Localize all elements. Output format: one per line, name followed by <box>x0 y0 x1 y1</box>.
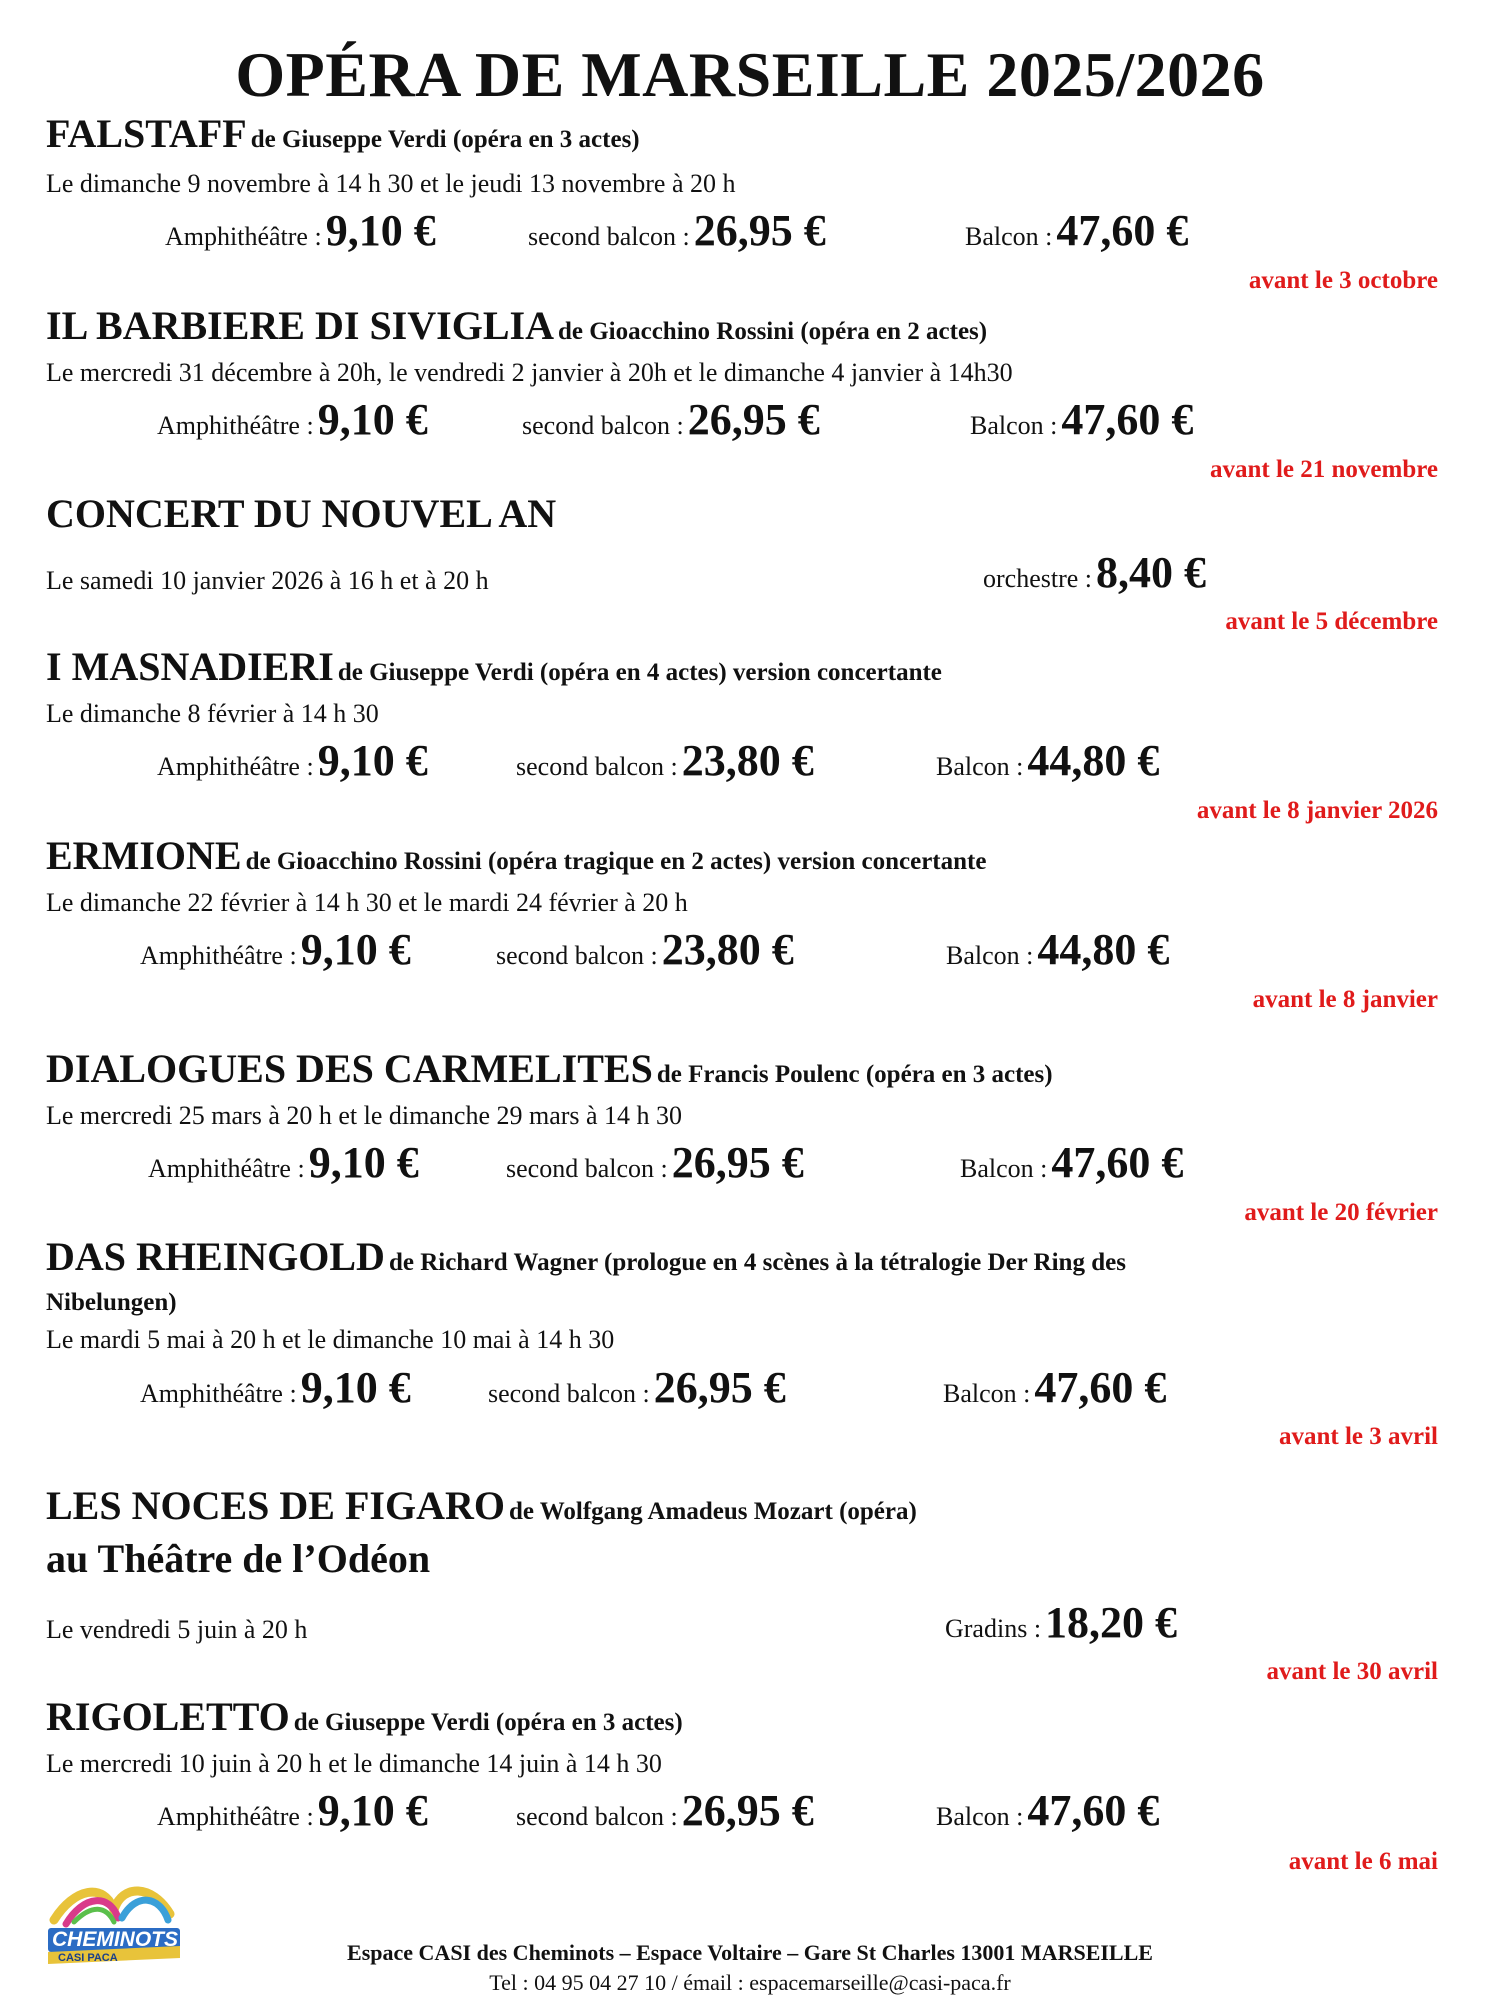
price-second-balcon <box>522 394 820 445</box>
show-subtitle: de Francis Poulenc (opéra en 3 actes) <box>656 1061 1053 1088</box>
price-label: second balcon : <box>528 222 690 251</box>
price-value: 9,10 € <box>317 1786 428 1835</box>
show-barbiere-heading <box>46 302 987 349</box>
price-amphitheatre <box>148 1137 419 1188</box>
show-subtitle: de Giuseppe Verdi (opéra en 4 actes) version concertante <box>337 659 942 686</box>
price-label: second balcon : <box>516 1802 678 1831</box>
page-title: OPÉRA DE MARSEILLE 2025/2026 <box>235 39 1265 110</box>
show-schedule: Le mardi 5 mai à 20 h et le dimanche 10 mai à 14 h 30 <box>46 1325 615 1354</box>
price-label: Balcon : <box>943 1379 1031 1408</box>
price-label: second balcon : <box>488 1379 650 1408</box>
price-value: 9,10 € <box>317 395 428 444</box>
price-label: second balcon : <box>516 752 678 781</box>
price-value: 9,10 € <box>300 1363 411 1412</box>
price-second-balcon <box>516 735 814 786</box>
show-title: FALSTAFF <box>46 111 247 156</box>
price-value: 9,10 € <box>325 206 436 255</box>
booking-deadline: avant le 30 avril <box>1266 1658 1438 1685</box>
logo-subtext: CASI PACA <box>58 1952 118 1964</box>
price-balcon <box>946 924 1169 975</box>
show-schedule: Le mercredi 31 décembre à 20h, le vendredi 2 janvier à 20h et le dimanche 4 janvier à 14h30 <box>46 358 1013 387</box>
price-balcon <box>943 1362 1166 1413</box>
show-schedule: Le mercredi 10 juin à 20 h et le dimanche 14 juin à 14 h 30 <box>46 1749 662 1778</box>
show-falstaff-heading <box>46 110 640 157</box>
show-schedule: Le dimanche 8 février à 14 h 30 <box>46 699 379 728</box>
show-subtitle: de Wolfgang Amadeus Mozart (opéra) <box>508 1498 917 1525</box>
price-label: Gradins : <box>945 1614 1042 1643</box>
show-title: DAS RHEINGOLD <box>46 1234 385 1279</box>
booking-deadline: avant le 20 février <box>1244 1199 1438 1226</box>
booking-deadline: avant le 6 mai <box>1288 1848 1438 1875</box>
show-title: DIALOGUES DES CARMELITES <box>46 1046 653 1091</box>
show-title: IL BARBIERE DI SIVIGLIA <box>46 303 554 348</box>
price-value: 18,20 € <box>1045 1598 1178 1647</box>
price-balcon <box>960 1137 1183 1188</box>
price-label: Balcon : <box>960 1154 1048 1183</box>
price-amphitheatre <box>157 394 428 445</box>
price-amphitheatre <box>165 205 436 256</box>
price-second-balcon <box>516 1785 814 1836</box>
price-label: Amphithéâtre : <box>148 1154 305 1183</box>
show-title: ERMIONE <box>46 833 242 878</box>
price-value: 47,60 € <box>1027 1786 1160 1835</box>
show-subtitle: de Giuseppe Verdi (opéra en 3 actes) <box>250 126 640 153</box>
booking-deadline: avant le 8 janvier <box>1252 986 1438 1013</box>
show-concert-heading <box>46 490 556 537</box>
price-second-balcon <box>496 924 794 975</box>
show-schedule: Le samedi 10 janvier 2026 à 16 h et à 20 h <box>46 566 489 595</box>
logo-text: CHEMINOTS <box>52 1928 178 1951</box>
price-balcon <box>936 735 1159 786</box>
show-title: LES NOCES DE FIGARO <box>46 1483 505 1528</box>
price-label: Amphithéâtre : <box>157 411 314 440</box>
show-subtitle: de Richard Wagner (prologue en 4 scènes à la tétralogie Der Ring des <box>388 1249 1126 1276</box>
footer-address: Espace CASI des Cheminots – Espace Voltaire – Gare St Charles 13001 MARSEILLE <box>347 1940 1153 1965</box>
price-label: Balcon : <box>965 222 1053 251</box>
show-subtitle: de Giuseppe Verdi (opéra en 3 actes) <box>293 1709 683 1736</box>
footer-contact: Tel : 04 95 04 27 10 / émail : espacemarseille@casi-paca.fr <box>489 1970 1011 1995</box>
price-value: 9,10 € <box>308 1138 419 1187</box>
show-subtitle: de Gioacchino Rossini (opéra tragique en 2 actes) version concertante <box>245 848 987 875</box>
booking-deadline: avant le 8 janvier 2026 <box>1196 797 1438 824</box>
price-label: Amphithéâtre : <box>140 941 297 970</box>
price-label: Balcon : <box>946 941 1034 970</box>
show-schedule: Le dimanche 22 février à 14 h 30 et le mardi 24 février à 20 h <box>46 888 688 917</box>
price-value: 47,60 € <box>1051 1138 1184 1187</box>
show-masnadieri-heading <box>46 643 942 690</box>
booking-deadline: avant le 3 octobre <box>1248 267 1438 294</box>
show-schedule: Le dimanche 9 novembre à 14 h 30 et le jeudi 13 novembre à 20 h <box>46 169 736 198</box>
price-amphitheatre <box>140 924 411 975</box>
price-orchestre <box>983 547 1206 598</box>
price-gradins <box>945 1597 1177 1648</box>
price-label: second balcon : <box>496 941 658 970</box>
price-amphitheatre <box>157 1785 428 1836</box>
price-value: 47,60 € <box>1034 1363 1167 1412</box>
price-value: 8,40 € <box>1096 548 1207 597</box>
price-value: 47,60 € <box>1056 206 1189 255</box>
price-value: 26,95 € <box>693 206 826 255</box>
price-value: 44,80 € <box>1037 925 1170 974</box>
price-second-balcon <box>488 1362 786 1413</box>
price-value: 23,80 € <box>681 736 814 785</box>
price-value: 26,95 € <box>671 1138 804 1187</box>
show-subtitle: de Gioacchino Rossini (opéra en 2 actes) <box>557 318 988 345</box>
show-venue: au Théâtre de l’Odéon <box>46 1536 431 1581</box>
price-value: 26,95 € <box>653 1363 786 1412</box>
price-balcon <box>965 205 1188 256</box>
price-label: Amphithéâtre : <box>165 222 322 251</box>
price-label: Balcon : <box>936 1802 1024 1831</box>
show-schedule: Le vendredi 5 juin à 20 h <box>46 1615 308 1644</box>
price-value: 23,80 € <box>661 925 794 974</box>
price-label: orchestre : <box>983 564 1093 593</box>
price-second-balcon <box>528 205 826 256</box>
show-figaro-heading <box>46 1482 917 1529</box>
price-label: Amphithéâtre : <box>157 752 314 781</box>
show-rigoletto-heading <box>46 1693 683 1740</box>
show-rheingold-heading <box>46 1233 1126 1280</box>
price-value: 9,10 € <box>317 736 428 785</box>
price-label: Amphithéâtre : <box>140 1379 297 1408</box>
price-value: 26,95 € <box>681 1786 814 1835</box>
price-value: 9,10 € <box>300 925 411 974</box>
price-value: 26,95 € <box>687 395 820 444</box>
show-schedule: Le mercredi 25 mars à 20 h et le dimanche 29 mars à 14 h 30 <box>46 1101 683 1130</box>
show-ermione-heading <box>46 832 986 879</box>
show-title: I MASNADIERI <box>46 644 334 689</box>
booking-deadline: avant le 5 décembre <box>1225 608 1438 635</box>
price-balcon <box>936 1785 1159 1836</box>
price-amphitheatre <box>140 1362 411 1413</box>
price-second-balcon <box>506 1137 804 1188</box>
show-title: CONCERT DU NOUVEL AN <box>46 491 557 536</box>
price-balcon <box>970 394 1193 445</box>
price-label: second balcon : <box>522 411 684 440</box>
show-title: RIGOLETTO <box>46 1694 290 1739</box>
price-label: Balcon : <box>936 752 1024 781</box>
price-value: 44,80 € <box>1027 736 1160 785</box>
booking-deadline: avant le 21 novembre <box>1210 456 1438 483</box>
booking-deadline: avant le 3 avril <box>1278 1423 1438 1450</box>
price-label: Balcon : <box>970 411 1058 440</box>
price-label: Amphithéâtre : <box>157 1802 314 1831</box>
show-subtitle-continued: Nibelungen) <box>46 1289 177 1316</box>
price-amphitheatre <box>157 735 428 786</box>
show-carmelites-heading <box>46 1045 1053 1092</box>
price-label: second balcon : <box>506 1154 668 1183</box>
price-value: 47,60 € <box>1061 395 1194 444</box>
